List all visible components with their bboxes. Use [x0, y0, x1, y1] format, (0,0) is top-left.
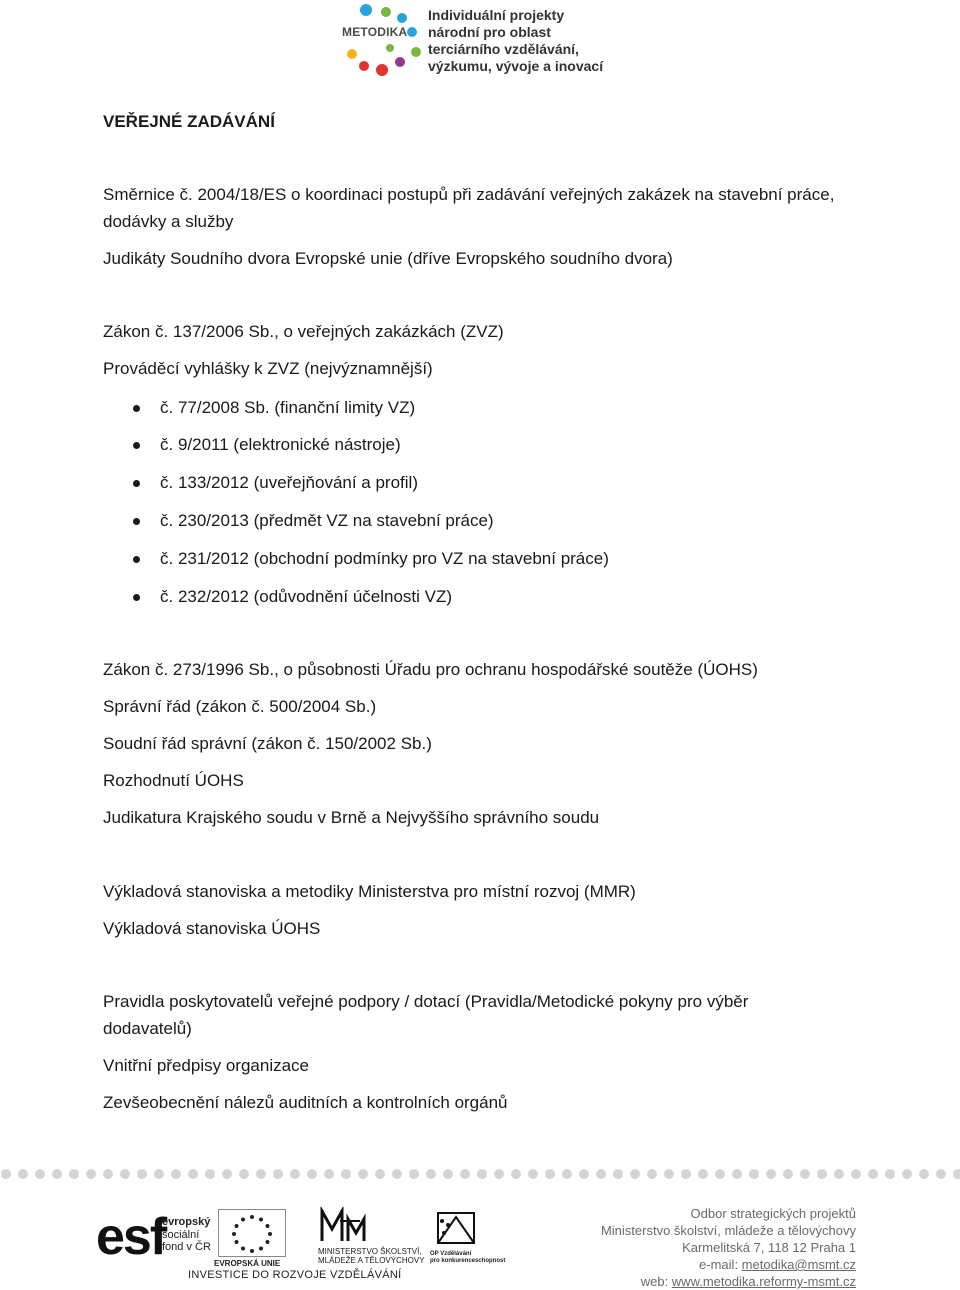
- divider-dot: [596, 1169, 606, 1179]
- vyhlaska-item: č. 231/2012 (obchodní podmínky pro VZ na stavební práce): [160, 549, 609, 568]
- divider-dot: [103, 1169, 113, 1179]
- esf-label: fond v ČR: [162, 1241, 211, 1253]
- divider-dot: [562, 1169, 572, 1179]
- divider-dot: [919, 1169, 929, 1179]
- contact-line: Karmelitská 7, 118 12 Praha 1: [682, 1240, 856, 1255]
- divider-dot: [341, 1169, 351, 1179]
- divider-dot: [290, 1169, 300, 1179]
- bullet-icon: [133, 594, 140, 601]
- divider-dot: [154, 1169, 164, 1179]
- divider-dot: [188, 1169, 198, 1179]
- divider-dot: [766, 1169, 776, 1179]
- vykladova-mmr: Výkladová stanoviska a metodiky Ministerstva pro místní rozvoj (MMR): [103, 882, 636, 901]
- divider-dot: [511, 1169, 521, 1179]
- divider-dot: [1, 1169, 11, 1179]
- divider-dot: [545, 1169, 555, 1179]
- vyhlaska-item: č. 232/2012 (odůvodnění účelnosti VZ): [160, 587, 453, 606]
- email-prefix: e-mail:: [699, 1257, 742, 1272]
- vykladova-uohs: Výkladová stanoviska ÚOHS: [103, 919, 321, 938]
- divider-dot: [375, 1169, 385, 1179]
- soudni-rad: Soudní řád správní (zákon č. 150/2002 Sb.): [103, 734, 432, 753]
- logo-line: terciárního vzdělávání,: [428, 41, 579, 57]
- divider-dot: [851, 1169, 861, 1179]
- divider-dot: [273, 1169, 283, 1179]
- op-line: OP Vzdělávání: [430, 1251, 472, 1257]
- divider-dot: [902, 1169, 912, 1179]
- msmt-logo-icon: [320, 1207, 372, 1245]
- zevseobecneni: Zevšeobecnění nálezů auditních a kontrolních orgánů: [103, 1093, 508, 1112]
- bullet-icon: [133, 405, 140, 412]
- contact-block: [601, 1205, 856, 1290]
- eu-flag-icon: [218, 1209, 286, 1257]
- esf-logo: esf: [96, 1208, 166, 1266]
- op-label: [430, 1251, 505, 1265]
- directive-line-1: Směrnice č. 2004/18/ES o koordinaci postupů při zadávání veřejných zakázek na stavební práce,: [103, 185, 835, 204]
- divider-dot: [460, 1169, 470, 1179]
- divider-dot: [936, 1169, 946, 1179]
- divider-dot: [392, 1169, 402, 1179]
- pravidla-line-1: Pravidla poskytovatelů veřejné podpory / dotací (Pravidla/Metodické pokyny pro výběr: [103, 992, 749, 1011]
- divider-dot: [834, 1169, 844, 1179]
- web-prefix: web:: [640, 1274, 672, 1289]
- directive-line-2: dodávky a služby: [103, 212, 234, 231]
- divider-dot: [205, 1169, 215, 1179]
- divider-dot: [817, 1169, 827, 1179]
- divider-dot: [681, 1169, 691, 1179]
- divider-dot: [494, 1169, 504, 1179]
- divider-dot: [885, 1169, 895, 1179]
- op-line: pro konkurenceschopnost: [430, 1258, 506, 1264]
- logo-dots-icon: [342, 2, 432, 78]
- judikatura: Judikatura Krajského soudu v Brně a Nejvyššího správního soudu: [103, 808, 600, 827]
- contact-email-line: [601, 1256, 856, 1273]
- spravni-rad: Správní řád (zákon č. 500/2004 Sb.): [103, 697, 377, 716]
- msmt-line: MLÁDEŽE A TĚLOVÝCHOVY: [318, 1256, 425, 1265]
- vnitrni-predpisy: Vnitřní předpisy organizace: [103, 1056, 310, 1075]
- divider-dot: [783, 1169, 793, 1179]
- logo-line: národní pro oblast: [428, 24, 551, 40]
- divider-dot: [749, 1169, 759, 1179]
- vyhlaska-item: č. 77/2008 Sb. (finanční limity VZ): [160, 398, 416, 417]
- divider-dot: [324, 1169, 334, 1179]
- pravidla-line-2: dodavatelů): [103, 1019, 192, 1038]
- bullet-icon: [133, 518, 140, 525]
- document-title: VEŘEJNÉ ZADÁVÁNÍ: [103, 112, 275, 131]
- divider-dot: [52, 1169, 62, 1179]
- divider-dot: [732, 1169, 742, 1179]
- msmt-label: [318, 1247, 425, 1265]
- divider-dot: [35, 1169, 45, 1179]
- divider-dot: [358, 1169, 368, 1179]
- divider-dot: [953, 1169, 960, 1179]
- contact-web-line: [601, 1273, 856, 1290]
- divider-dot: [239, 1169, 249, 1179]
- divider-dot: [715, 1169, 725, 1179]
- divider-dot: [137, 1169, 147, 1179]
- bullet-icon: [133, 480, 140, 487]
- divider-dot: [579, 1169, 589, 1179]
- bullet-icon: [133, 556, 140, 563]
- divider-dot: [477, 1169, 487, 1179]
- divider-dot: [86, 1169, 96, 1179]
- divider-dot: [18, 1169, 28, 1179]
- divider-dot: [800, 1169, 810, 1179]
- divider-dot: [256, 1169, 266, 1179]
- bullet-icon: [133, 442, 140, 449]
- contact-line: Ministerstvo školství, mládeže a tělovýchovy: [600, 1223, 856, 1238]
- divider-dot: [307, 1169, 317, 1179]
- esf-label: sociální: [162, 1229, 200, 1241]
- divider-dot: [409, 1169, 419, 1179]
- contact-line: Odbor strategických projektů: [690, 1206, 856, 1221]
- email-link[interactable]: metodika@msmt.cz: [741, 1257, 856, 1272]
- judikaty: Judikáty Soudního dvora Evropské unie (dříve Evropského soudního dvora): [103, 249, 673, 268]
- divider-dot: [630, 1169, 640, 1179]
- divider-dot: [69, 1169, 79, 1179]
- logo-tagline: [428, 7, 603, 75]
- divider-dot: [868, 1169, 878, 1179]
- divider-dot: [120, 1169, 130, 1179]
- footer-dots-divider: [0, 1167, 960, 1181]
- divider-dot: [443, 1169, 453, 1179]
- vyhlaska-item: č. 133/2012 (uveřejňování a profil): [160, 473, 418, 492]
- footer-logos: [96, 1207, 506, 1285]
- divider-dot: [647, 1169, 657, 1179]
- web-link[interactable]: www.metodika.reformy-msmt.cz: [671, 1274, 856, 1289]
- op-logo-icon: [432, 1209, 482, 1249]
- divider-dot: [613, 1169, 623, 1179]
- metodika-logo: [342, 2, 612, 78]
- vyhlasky-heading: Prováděcí vyhlášky k ZVZ (nejvýznamnější): [103, 359, 433, 378]
- divider-dot: [171, 1169, 181, 1179]
- eu-label: EVROPSKÁ UNIE: [214, 1259, 281, 1268]
- invest-label: INVESTICE DO ROZVOJE VZDĚLÁVÁNÍ: [188, 1269, 402, 1281]
- rozhodnuti-uohs: Rozhodnutí ÚOHS: [103, 771, 244, 790]
- zakon-137: Zákon č. 137/2006 Sb., o veřejných zakázkách (ZVZ): [103, 322, 504, 341]
- esf-label: evropský: [162, 1216, 211, 1228]
- divider-dot: [426, 1169, 436, 1179]
- divider-dot: [222, 1169, 232, 1179]
- logo-line: výzkumu, vývoje a inovací: [428, 58, 604, 74]
- zakon-273: Zákon č. 273/1996 Sb., o působnosti Úřadu pro ochranu hospodářské soutěže (ÚOHS): [103, 660, 758, 679]
- logo-word: METODIKA: [342, 25, 408, 39]
- divider-dot: [664, 1169, 674, 1179]
- divider-dot: [528, 1169, 538, 1179]
- logo-line: Individuální projekty: [428, 7, 565, 23]
- vyhlaska-item: č. 230/2013 (předmět VZ na stavební práce): [160, 511, 494, 530]
- divider-dot: [698, 1169, 708, 1179]
- vyhlaska-item: č. 9/2011 (elektronické nástroje): [160, 435, 401, 454]
- msmt-line: MINISTERSTVO ŠKOLSTVÍ,: [318, 1247, 422, 1256]
